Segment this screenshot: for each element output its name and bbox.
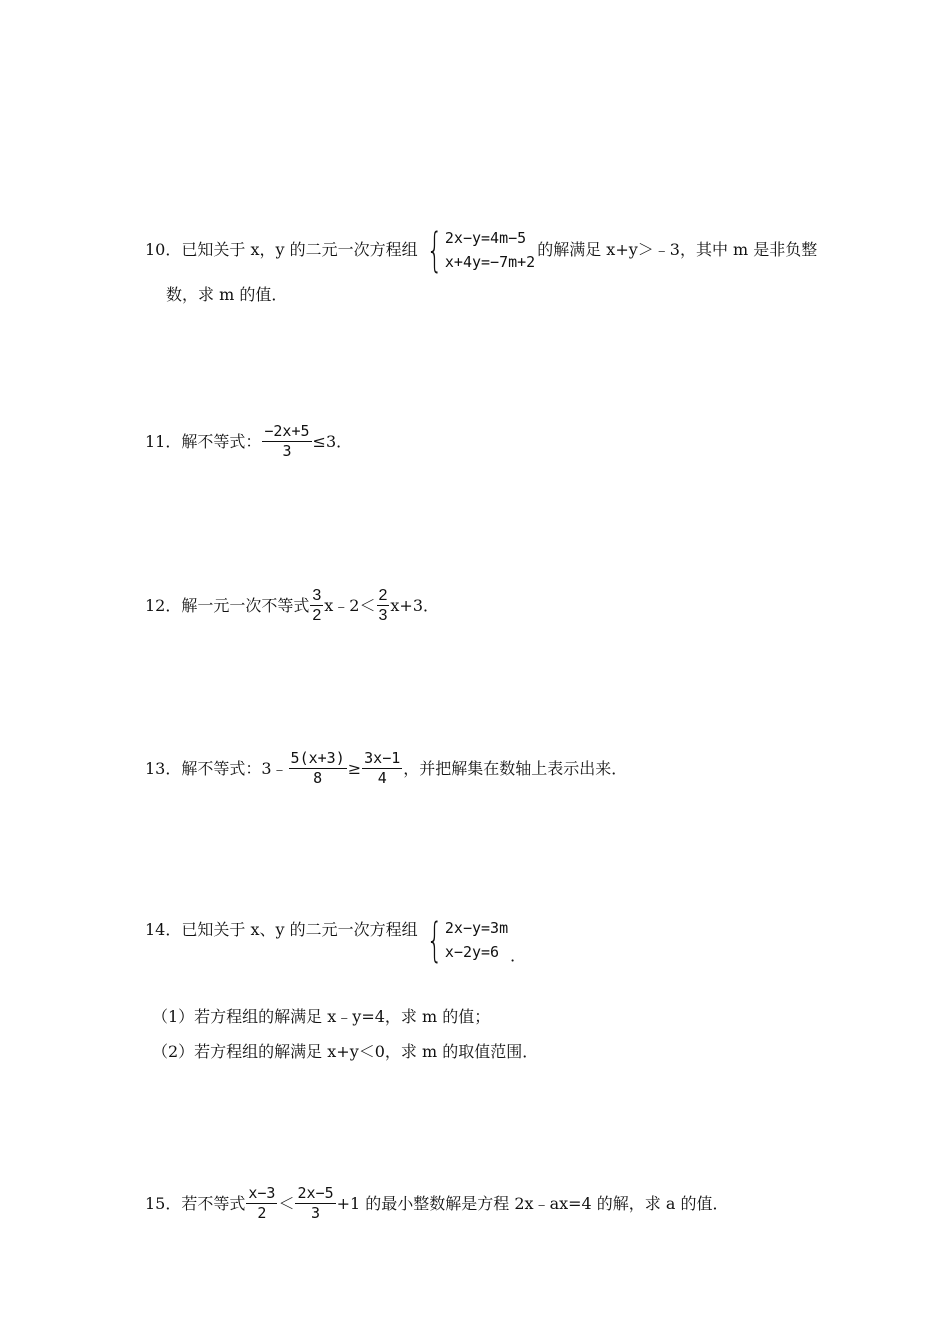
q13-fraction-2 (362, 749, 402, 788)
q12-stem-end: x+3． (390, 595, 440, 615)
q10-stem-end: 的解满足 x+y＞﹣3，其中 m 是非负整 (537, 240, 818, 259)
q14-equation-system (420, 913, 509, 967)
question-14 (145, 913, 527, 968)
q12-numerator-1: 3 (312, 587, 322, 604)
q12-numerator-2: 2 (378, 587, 388, 604)
question-13 (145, 749, 627, 788)
q11-stem-start: 11．解不等式： (145, 431, 262, 451)
q10-equation-system (420, 223, 536, 277)
q12-fraction-2 (377, 586, 390, 625)
question-11 (145, 422, 352, 461)
q12-stem-start: 12．解一元一次不等式 (145, 595, 310, 615)
q12-fraction-1 (310, 586, 323, 625)
q12-middle: x﹣2＜ (324, 595, 376, 615)
q13-numerator-1: 5(x+3) (290, 749, 345, 767)
q15-fraction-2 (295, 1184, 335, 1223)
q15-middle: ＜ (278, 1193, 295, 1213)
question-10 (145, 223, 818, 277)
q15-stem-start: 15．若不等式 (145, 1193, 246, 1213)
q14-part-2: （2）若方程组的解满足 x+y＜0，求 m 的取值范围． (152, 1042, 539, 1061)
q15-denominator-2: 3 (311, 1204, 321, 1222)
q13-stem-end: ，并把解集在数轴上表示出来． (403, 758, 628, 778)
q10-continuation: 数，求 m 的值． (166, 285, 288, 304)
q15-fraction-1 (246, 1184, 277, 1223)
question-15 (145, 1184, 729, 1223)
q11-denominator: 3 (282, 442, 292, 460)
left-brace-icon: { (426, 913, 443, 967)
q12-denominator-2: 3 (378, 607, 388, 624)
q11-stem-end: ≤3． (312, 431, 353, 451)
left-brace-icon: { (426, 223, 443, 277)
q11-fraction (262, 422, 311, 461)
q15-stem-end: +1 的最小整数解是方程 2x﹣ax=4 的解，求 a 的值． (336, 1193, 729, 1213)
q13-middle: ≥ (347, 758, 362, 778)
q13-fraction-1 (289, 749, 347, 788)
q14-part-1: （1）若方程组的解满足 x﹣y=4，求 m 的值； (152, 1007, 491, 1026)
q10-equation-1: 2x−y=4m−5 (444, 229, 527, 247)
q14-stem-end: ． (510, 946, 527, 965)
q15-numerator-2: 2x−5 (297, 1184, 334, 1202)
q15-numerator-1: x−3 (248, 1184, 276, 1202)
q13-numerator-2: 3x−1 (364, 749, 401, 767)
q10-stem-start: 10．已知关于 x，y 的二元一次方程组 (145, 240, 418, 259)
q15-denominator-1: 2 (257, 1204, 267, 1222)
q13-denominator-2: 4 (377, 769, 387, 787)
question-12 (145, 586, 439, 625)
q12-denominator-1: 2 (312, 607, 322, 624)
q14-equation-2: x−2y=6 (444, 943, 500, 961)
q10-equation-2: x+4y=−7m+2 (444, 253, 536, 271)
q14-stem-start: 14．已知关于 x、y 的二元一次方程组 (145, 920, 418, 939)
q14-equation-1: 2x−y=3m (444, 919, 509, 937)
q13-denominator-1: 8 (313, 769, 323, 787)
q13-stem-start: 13．解不等式：3﹣ (145, 758, 288, 778)
q11-numerator: −2x+5 (264, 422, 310, 440)
